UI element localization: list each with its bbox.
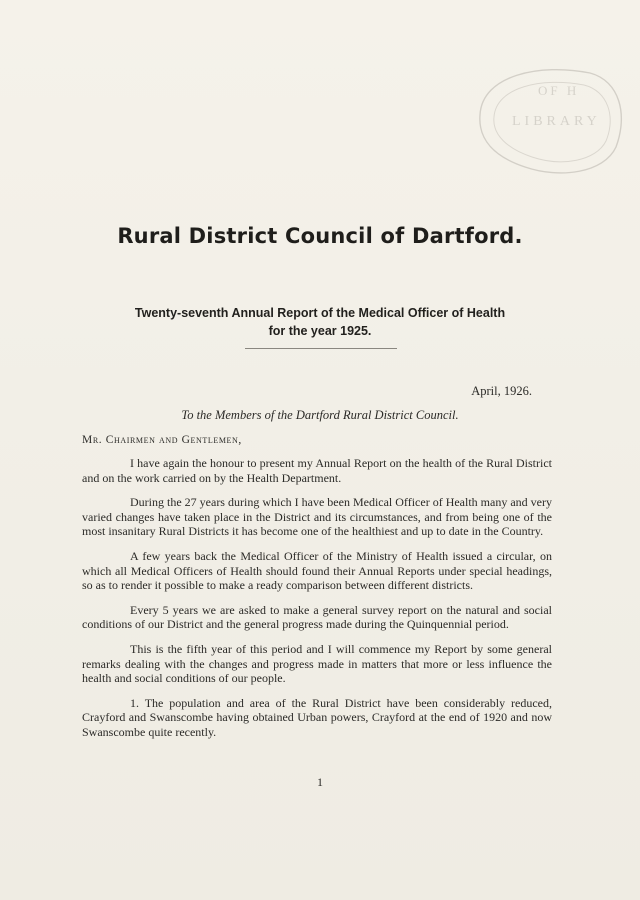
report-date: April, 1926. bbox=[471, 384, 532, 398]
salutation: Mr. Chairmen and Gentlemen, bbox=[82, 434, 242, 446]
subtitle-line-1: Twenty-seventh Annual Report of the Medical Officer of Health bbox=[134, 306, 506, 320]
paragraph-1: I have again the honour to present my Annual Report on the health of the Rural District and on the work carried on by the Health Department. bbox=[82, 456, 552, 485]
document-title: Rural District Council of Dartford. bbox=[117, 224, 523, 248]
stamp-text-top: OF H bbox=[538, 83, 580, 98]
divider-rule bbox=[245, 348, 397, 349]
report-subtitle bbox=[0, 304, 640, 340]
paragraph-3: A few years back the Medical Officer of the Ministry of Health issued a circular, on which all Medical Officers of Health should found their Annual Reports under special headings, so as to render it possible to make a ready comparison between different districts. bbox=[82, 548, 552, 593]
library-stamp bbox=[470, 55, 630, 180]
paragraph-5: This is the fifth year of this period and I will commence my Report by some general remarks dealing with the changes and progress made in matters that more or less influence the health and social conditions of our people. bbox=[82, 641, 552, 686]
paragraph-6: 1. The population and area of the Rural District have been considerably reduced, Crayford and Swanscombe having obtained Urban powers, Crayford at the end of 1920 and now Swanscombe quite recently. bbox=[82, 695, 552, 739]
page-number: 1 bbox=[317, 775, 323, 789]
report-body bbox=[82, 456, 552, 749]
addressee-line: To the Members of the Dartford Rural District Council. bbox=[181, 408, 459, 422]
paragraph-2: During the 27 years during which I have been Medical Officer of Health many and very varied changes have taken place in the District and its circumstances, and from being one of the most insanitary Rural Districts it has become one of the healthiest and up to date in the Country. bbox=[82, 495, 552, 539]
subtitle-line-2: for the year 1925. bbox=[268, 324, 372, 338]
paragraph-4: Every 5 years we are asked to make a general survey report on the natural and social conditions of our District and the general progress made during the Quinquennial period. bbox=[82, 602, 552, 632]
stamp-text-middle: LIBRARY bbox=[512, 114, 601, 129]
